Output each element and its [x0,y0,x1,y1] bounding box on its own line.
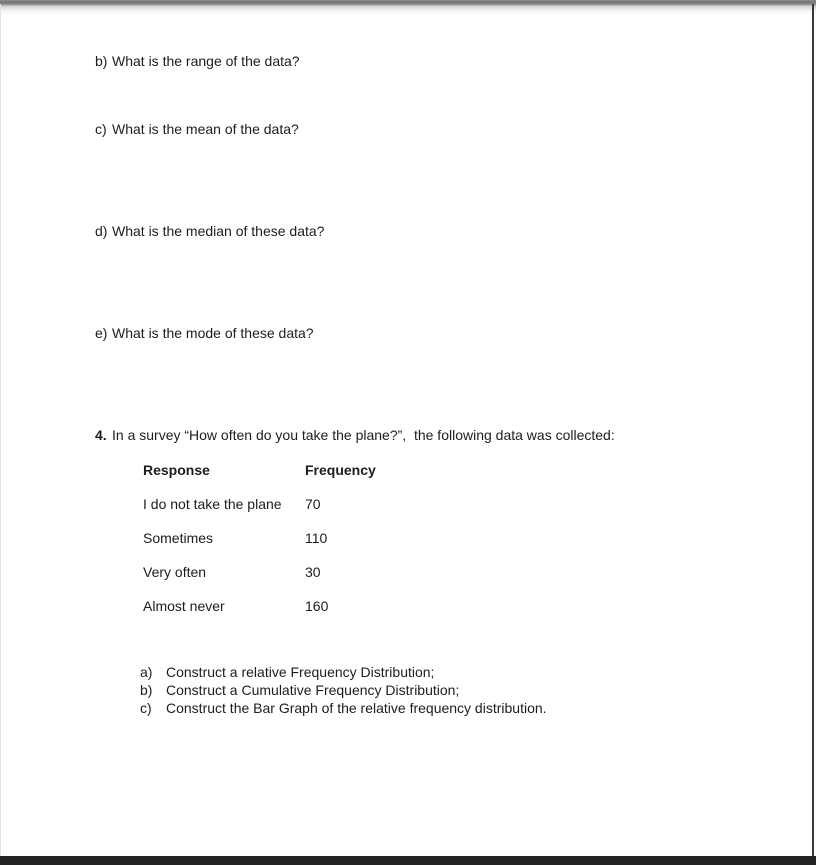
table-cell-response: Almost never [143,598,225,614]
table-cell-response: Sometimes [143,530,214,546]
question-d-text: What is the median of these data? [112,223,325,239]
table-header-row [143,462,376,478]
subquestion-a-label: a) [140,664,153,680]
subquestion-b [140,682,459,698]
table-row [143,598,328,614]
table-cell-frequency: 160 [305,598,329,614]
question-4 [95,427,615,443]
table-row [143,530,327,546]
question-4-text: In a survey “How often do you take the plane?”, the following data was collected: [112,427,615,443]
question-c-text: What is the mean of the data? [112,121,299,137]
table-cell-frequency: 30 [305,564,321,580]
question-e-text: What is the mode of these data? [112,325,314,341]
question-c-label: c) [95,121,107,137]
subquestion-c-text: Construct the Bar Graph of the relative frequency distribution. [166,700,547,716]
subquestion-b-label: b) [140,682,153,698]
question-d [95,223,324,239]
question-b [95,53,300,69]
question-e [95,325,314,341]
page-left-edge [0,4,1,856]
question-4-number: 4. [95,427,107,443]
subquestion-c [140,700,547,716]
table-header-frequency: Frequency [305,462,376,478]
table-cell-frequency: 110 [305,530,328,546]
table-header-response: Response [143,462,210,478]
page-top-shadow [0,0,816,15]
question-c [95,121,299,137]
subquestion-c-label: c) [140,700,152,716]
page-right-edge [812,4,814,856]
subquestion-a [140,664,434,680]
page-bottom-bar [0,856,816,865]
question-e-label: e) [95,325,108,341]
question-b-text: What is the range of the data? [112,53,300,69]
table-cell-frequency: 70 [305,496,321,512]
table-row [143,564,321,580]
question-d-label: d) [95,223,108,239]
subquestion-a-text: Construct a relative Frequency Distribution; [166,664,435,680]
table-cell-response: Very often [143,564,207,580]
table-row [143,496,321,512]
table-cell-response: I do not take the plane [143,496,282,512]
question-b-label: b) [95,53,108,69]
subquestion-b-text: Construct a Cumulative Frequency Distribution; [166,682,460,698]
